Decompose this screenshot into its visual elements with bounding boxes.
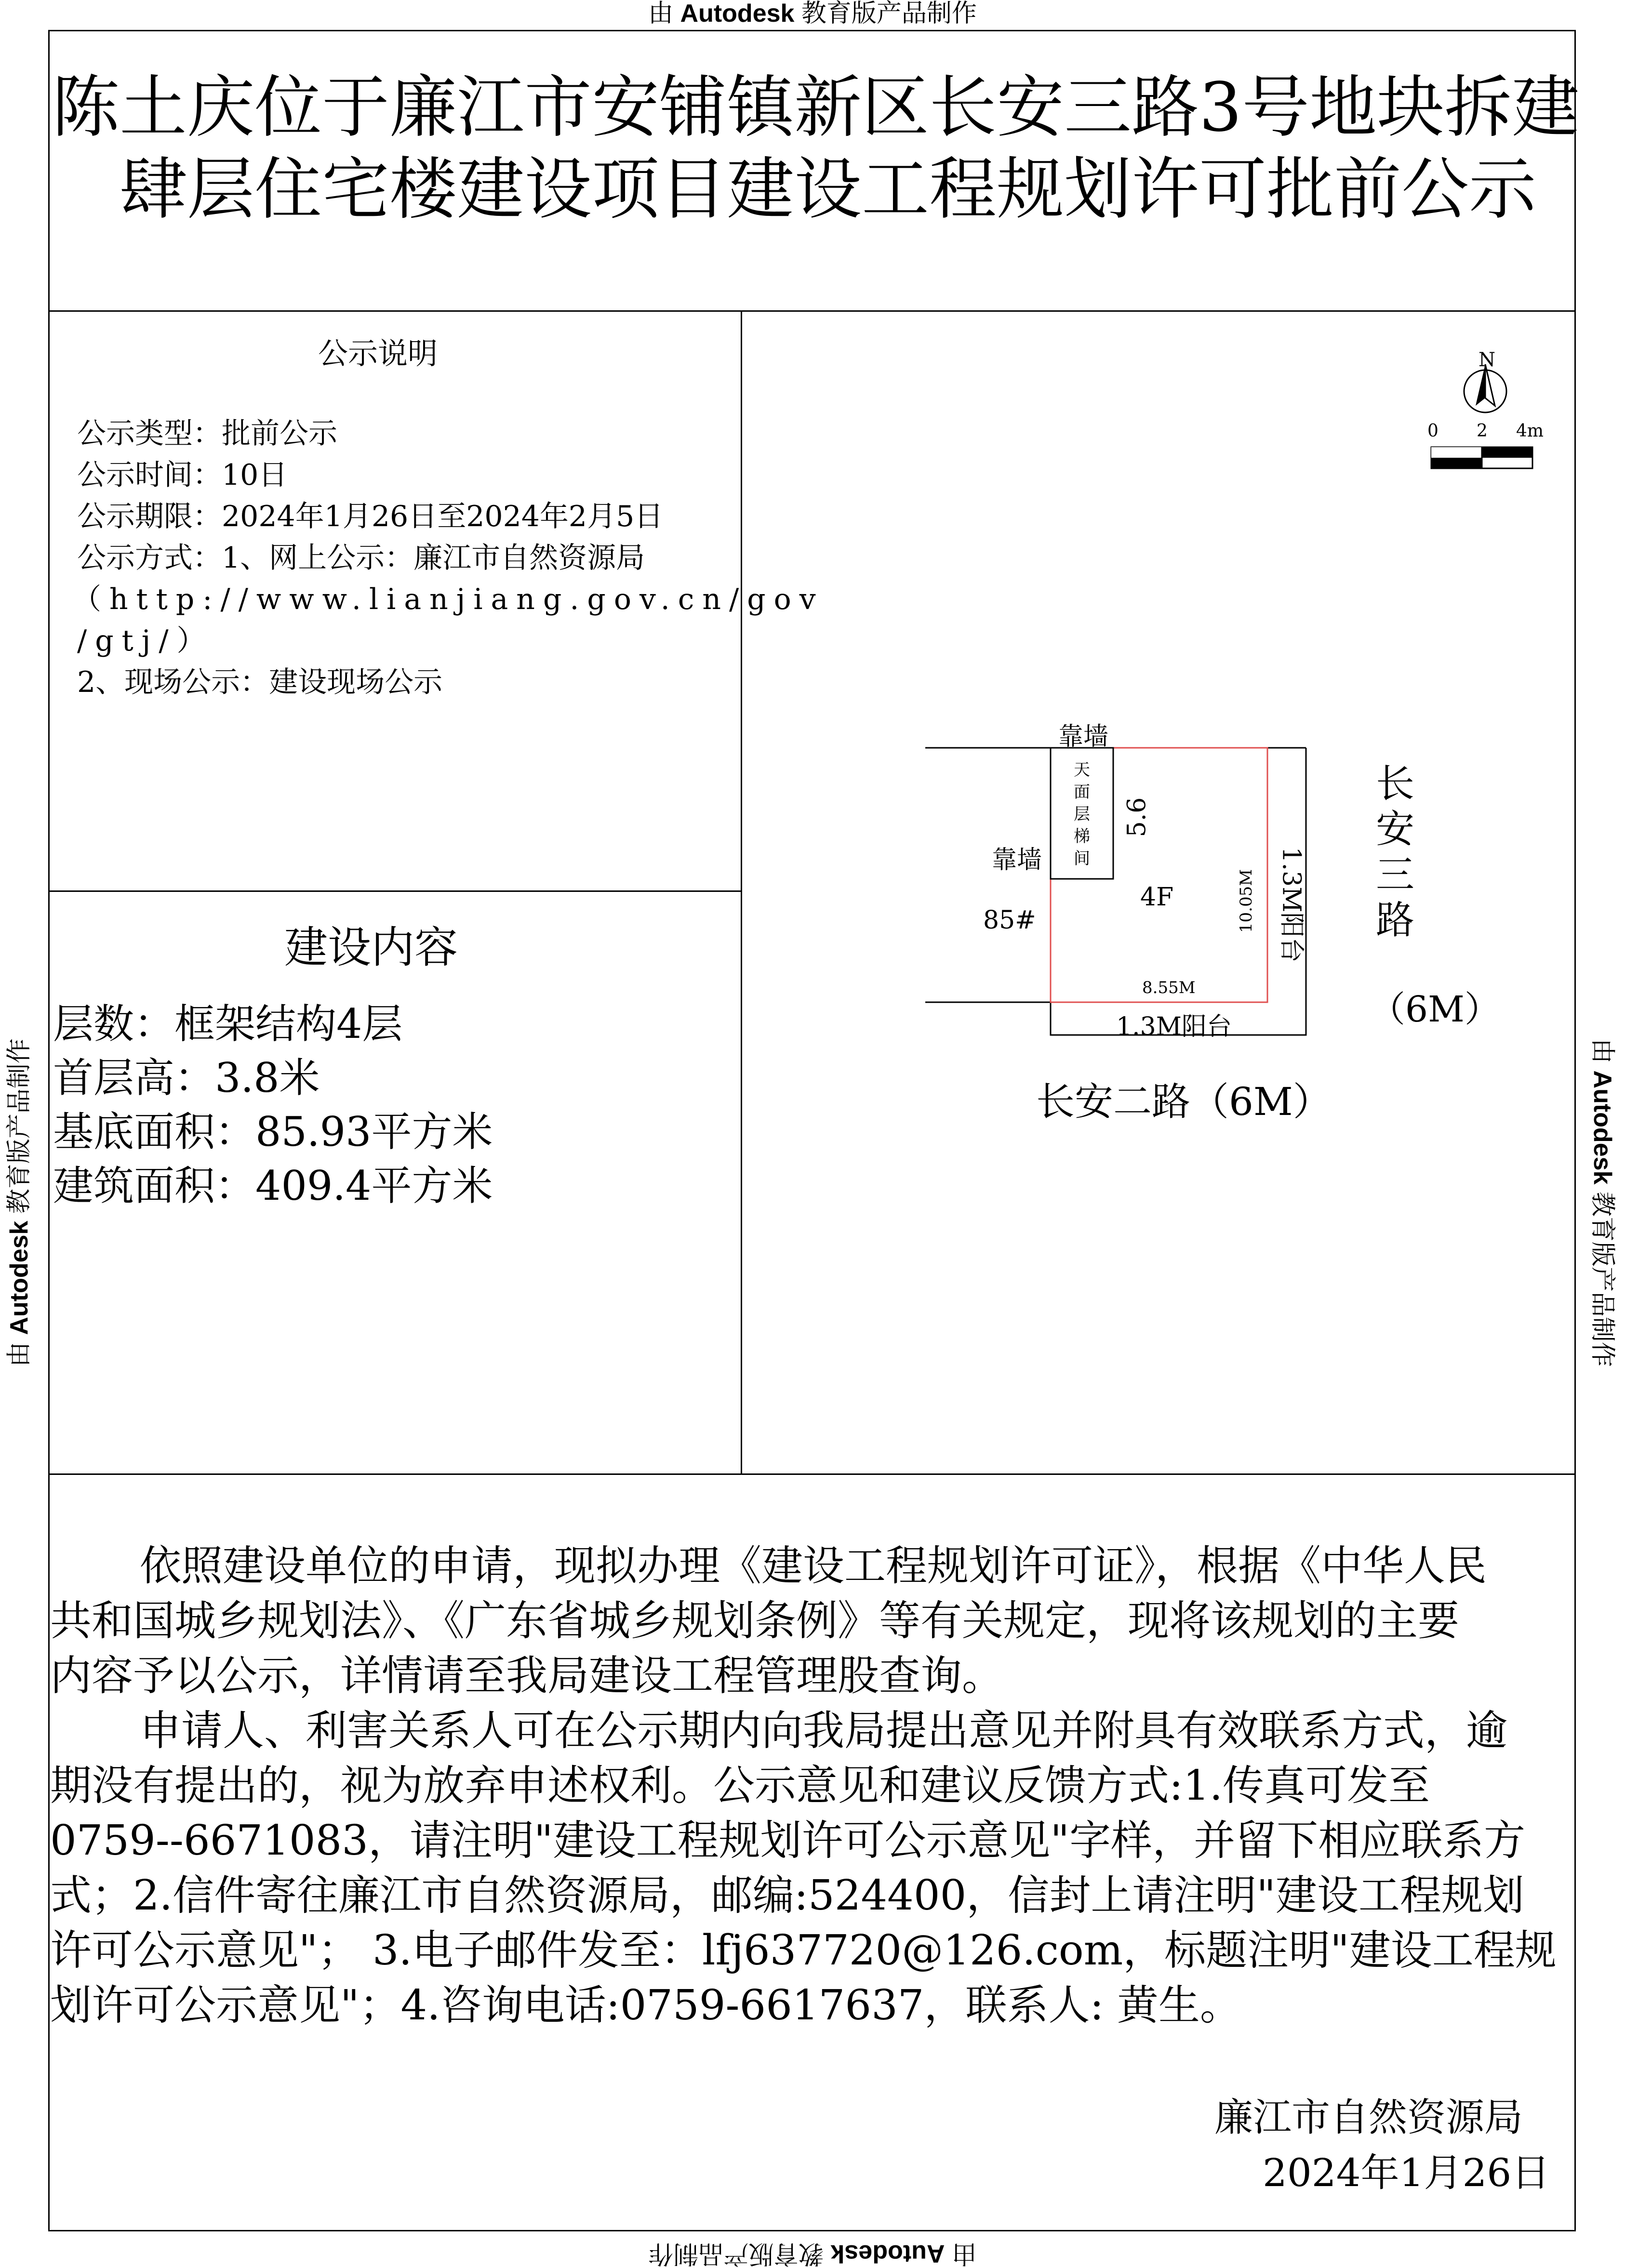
watermark-suffix: 教育版产品制作 xyxy=(801,0,977,27)
watermark-suffix: 教育版产品制作 xyxy=(648,2240,824,2268)
content-heading: 建设内容 xyxy=(284,922,458,973)
body-paragraph2-line1: 申请人、利害关系人可在公示期内向我局提出意见并附具有效联系方式，逾 xyxy=(140,1707,1507,1755)
watermark-suffix: 教育版产品制作 xyxy=(1588,1191,1616,1367)
stair-dimension: 5.6 xyxy=(1122,797,1152,837)
notice-onsite: 2、现场公示：建设现场公示 xyxy=(77,665,443,699)
road-south-label: 长安二路（6M） xyxy=(1036,1079,1332,1124)
notice-duration: 公示时间：10日 xyxy=(77,458,288,492)
north-label: N xyxy=(1478,349,1495,371)
roof-stair-room-label: 天面层梯间 xyxy=(1074,760,1090,868)
body-paragraph1-line2: 共和国城乡规划法》、《广东省城乡规划条例》等有关规定，现将该规划的主要 xyxy=(50,1597,1459,1645)
building-width-label: 8.55M xyxy=(1142,978,1196,997)
body-paragraph2-line3: 0759--6671083，请注明"建设工程规划许可公示意见"字样，并留下相应联系方 xyxy=(50,1817,1526,1865)
scale-label-2: 2 xyxy=(1477,421,1488,441)
body-paragraph2-line6: 划许可公示意见"；4.咨询电话:0759-6617637，联系人: 黄生。 xyxy=(50,1981,1241,2029)
frame-bottom-line xyxy=(48,2230,1576,2231)
watermark-prefix: 由 xyxy=(951,2240,977,2268)
scale-label-4m: 4m xyxy=(1516,421,1544,441)
notice-heading: 公示说明 xyxy=(318,336,438,371)
wall-left-label: 靠墙 xyxy=(992,846,1042,875)
notice-period: 公示期限：2024年1月26日至2024年2月5日 xyxy=(77,500,664,533)
scale-label-0: 0 xyxy=(1427,421,1439,441)
signature-organization: 廉江市自然资源局 xyxy=(1214,2095,1523,2140)
content-floors: 层数：框架结构4层 xyxy=(53,1000,403,1048)
watermark-brand: Autodesk xyxy=(830,2240,945,2268)
content-building-area: 建筑面积：409.4平方米 xyxy=(53,1162,493,1209)
watermark-suffix: 教育版产品制作 xyxy=(5,1038,33,1214)
body-paragraph1-line1: 依照建设单位的申请，现拟办理《建设工程规划许可证》，根据《中华人民 xyxy=(140,1542,1487,1590)
floor-count-label: 4F xyxy=(1140,883,1174,912)
watermark-prefix: 由 xyxy=(1588,1038,1616,1064)
watermark-prefix: 由 xyxy=(648,0,674,27)
watermark-bottom xyxy=(0,2241,1625,2266)
notice-url-line1: （http://www.lianjiang.gov.cn/gov xyxy=(72,583,824,616)
page-title-line1: 陈土庆位于廉江市安铺镇新区长安三路3号地块拆建 xyxy=(52,68,1580,147)
body-paragraph2-line5: 许可公示意见"； 3.电子邮件发至：lfj637720@126.com，标题注明"建设工程规 xyxy=(50,1926,1557,1975)
body-paragraph2-line2: 期没有提出的，视为放弃申述权利。公示意见和建议反馈方式:1.传真可发至 xyxy=(50,1762,1430,1810)
content-base-area: 基底面积：85.93平方米 xyxy=(53,1108,493,1155)
notice-url-line2: /gtj/） xyxy=(77,624,214,658)
scale-bar xyxy=(1431,447,1532,468)
road-east-label: 长安三路 xyxy=(1376,761,1414,943)
content-first-floor-height: 首层高：3.8米 xyxy=(53,1054,320,1101)
balcony-south-label: 1.3M阳台 xyxy=(1116,1012,1232,1041)
watermark-brand: Autodesk xyxy=(680,0,795,27)
balcony-east-label: 1.3M阳台 xyxy=(1277,847,1306,963)
wall-top-label: 靠墙 xyxy=(1058,722,1109,751)
watermark-prefix: 由 xyxy=(5,1341,33,1367)
watermark-brand: Autodesk xyxy=(1588,1070,1616,1185)
body-paragraph1-line3: 内容予以公示，详情请至我局建设工程管理股查询。 xyxy=(50,1652,1003,1700)
notice-method: 公示方式：1、网上公示：廉江市自然资源局 xyxy=(77,541,645,575)
body-paragraph2-line4: 式；2.信件寄往廉江市自然资源局，邮编:524400，信封上请注明"建设工程规划 xyxy=(50,1871,1524,1920)
road-east-width: （6M） xyxy=(1370,989,1500,1030)
watermark-brand: Autodesk xyxy=(5,1220,33,1335)
building-depth-label: 10.05M xyxy=(1237,869,1256,933)
north-arrow-icon xyxy=(1464,364,1506,412)
page-title-line2: 肆层住宅楼建设项目建设工程规划许可批前公示 xyxy=(120,150,1537,229)
notice-type: 公示类型：批前公示 xyxy=(77,417,337,451)
signature-date: 2024年1月26日 xyxy=(1263,2150,1550,2195)
lot-number: 85# xyxy=(983,906,1036,935)
